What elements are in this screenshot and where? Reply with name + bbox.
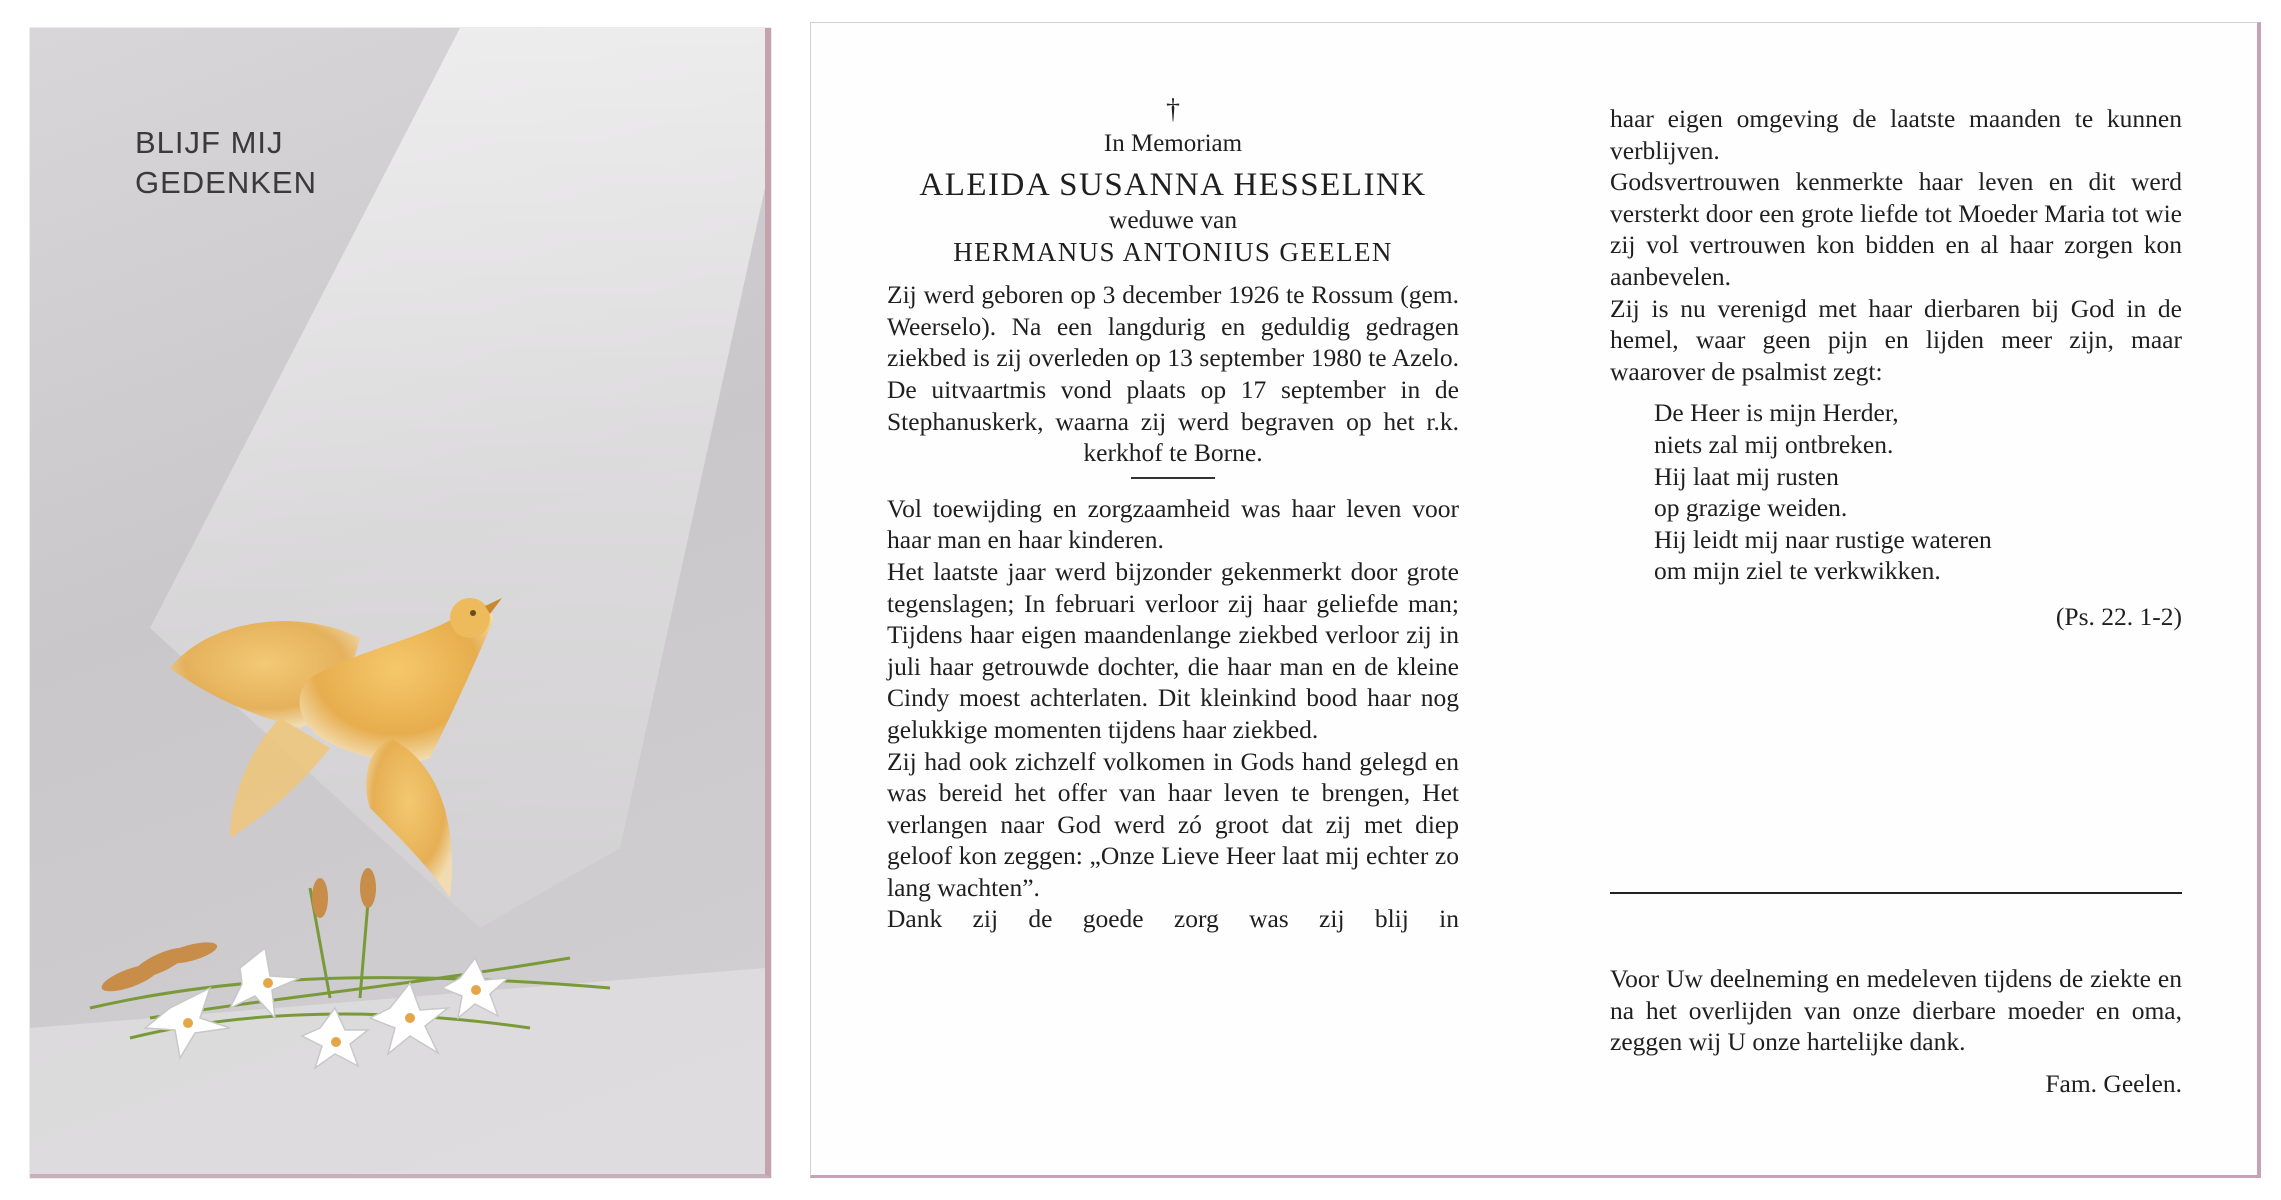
thanks-section xyxy=(1610,963,2182,1099)
widow-of-label: weduwe van xyxy=(1108,204,1238,234)
left-paragraph-1: Vol toewijding en zorgzaamheid was haar leven voor haar man en haar kinderen. xyxy=(887,493,1459,555)
spouse-name: HERMANUS ANTONIUS GEELEN xyxy=(953,237,1393,268)
psalm-line: om mijn ziel te verkwikken. xyxy=(1654,556,1941,586)
right-column xyxy=(1610,103,2182,633)
inner-spread xyxy=(810,22,2261,1178)
psalm-line: op grazige weiden. xyxy=(1654,493,1848,523)
psalm-verse xyxy=(1654,397,2182,587)
left-column xyxy=(887,95,1459,935)
right-paragraph-3: Zij is nu verenigd met haar dierbaren bij God in de hemel, waar geen pijn en lijden meer zijn, maar waarover de psalmist zegt: xyxy=(1610,293,2182,386)
psalm-reference: (Ps. 22. 1-2) xyxy=(2055,601,2182,631)
biography-paragraph: Zij werd geboren op 3 december 1926 te Rossum (gem. Weerselo). Na een langdurig en geduldig gedragen ziekbed is zij overleden op 13 september 1980 te Azelo. De uitvaartmis vond plaats op 17 september in de Stephanuskerk, waarna zij werd begraven op het r.k. kerkhof te Borne. xyxy=(887,280,1459,468)
separator-line xyxy=(1610,892,2182,894)
cross-icon: † xyxy=(1166,94,1180,125)
psalm-line: Hij laat mij rusten xyxy=(1654,461,1839,491)
left-paragraph-2: Het laatste jaar werd bijzonder gekenmerkt door grote tegenslagen; In februari verloor zij haar geliefde man; Tijdens haar eigen maandenlange ziekbed verloor zij in juli haar getrouwde dochter, die haar man en de kleine Cindy moest achterlaten. Dit kleinkind bood haar nog gelukkige momenten tijdens haar ziekbed. xyxy=(887,556,1459,744)
right-paragraph-1: haar eigen omgeving de laatste maanden te kunnen verblijven. xyxy=(1610,104,2182,165)
in-memoriam-heading: In Memoriam xyxy=(1103,130,1243,157)
front-title-line-2: GEDENKEN xyxy=(135,165,317,200)
right-paragraph-2: Godsvertrouwen kenmerkte haar leven en dit werd versterkt door een grote liefde tot Moeder Maria tot wie zij vol vertrouwen kon bidden en al haar zorgen kon aanbevelen. xyxy=(1610,167,2182,291)
family-signature: Fam. Geelen. xyxy=(2045,1068,2182,1098)
left-paragraph-3: Zij had ook zichzelf volkomen in Gods hand gelegd en was bereid het offer van haar leven te brengen, Het verlangen naar God werd zó groot dat zij met diep geloof kon zeggen: „Onze Lieve Heer laat mij echter zo lang wachten”. xyxy=(887,746,1459,902)
psalm-line: De Heer is mijn Herder, xyxy=(1654,398,1899,428)
left-paragraph-4: Dank zij de goede zorg was zij blij in xyxy=(887,904,1459,934)
psalm-line: Hij leidt mij naar rustige wateren xyxy=(1654,524,1992,554)
psalm-line: niets zal mij ontbreken. xyxy=(1654,429,1894,459)
front-title-line-1: BLIJF MIJ xyxy=(135,125,284,160)
front-card xyxy=(30,28,771,1178)
lily-and-wheat-bouquet xyxy=(70,858,630,1078)
thanks-text: Voor Uw deelneming en medeleven tijdens de ziekte en na het overlijden van onze dierbare moeder en oma, zeggen wij U onze hartelijke dank. xyxy=(1610,964,2182,1057)
deceased-name: ALEIDA SUSANNA HESSELINK xyxy=(919,166,1427,203)
divider xyxy=(1131,477,1215,479)
front-title xyxy=(135,123,317,203)
